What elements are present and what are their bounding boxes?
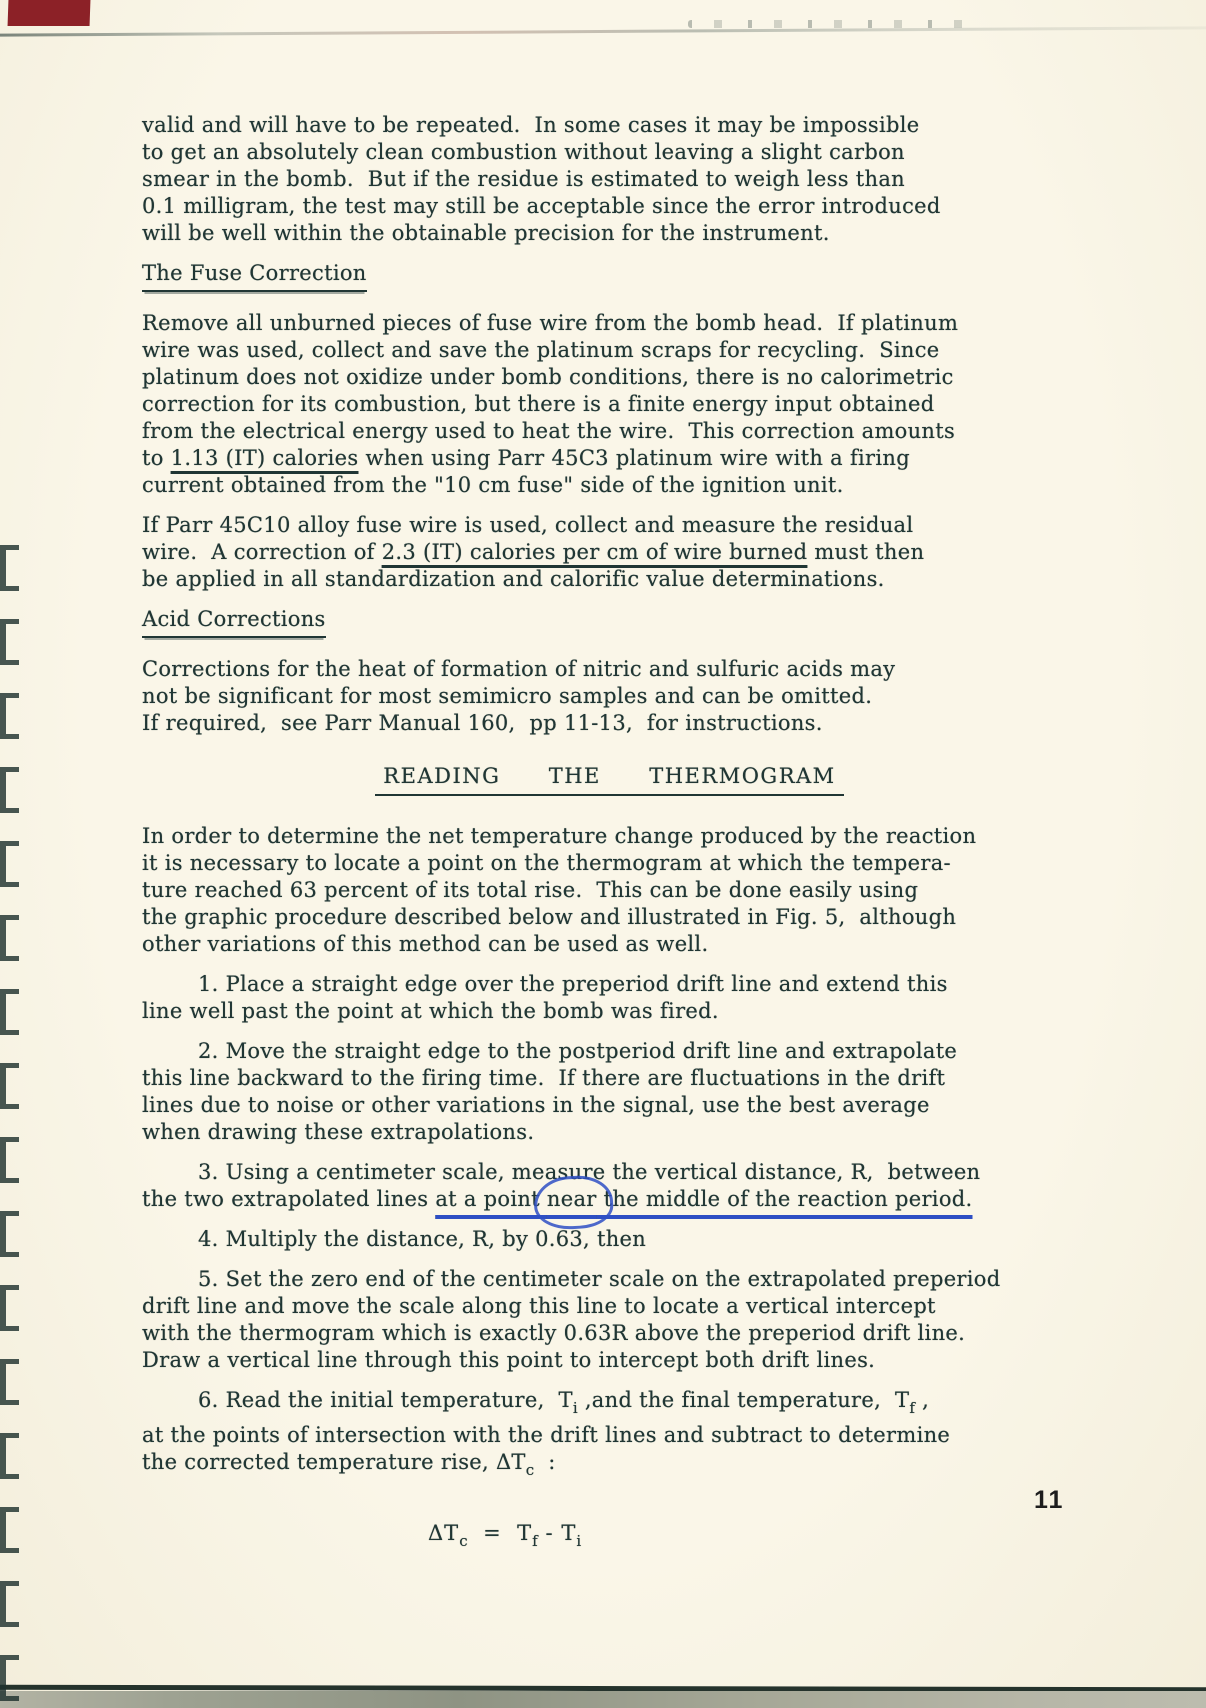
text-line	[142, 1065, 1077, 1092]
binding-mark	[0, 693, 21, 739]
step-2	[142, 1038, 1077, 1146]
circled-word-annotation: near	[546, 1187, 597, 1211]
text-segment: lines due to noise or other variations in the signal, use the best average	[142, 1093, 930, 1117]
text-segment: If Parr 45C10 alloy fuse wire is used, collect and measure the residual	[142, 513, 914, 537]
text-segment: If required, see Parr Manual 160, pp 11-13, for instructions.	[142, 711, 823, 735]
text-line	[142, 512, 1077, 539]
text-segment: other variations of this method can be used as well.	[142, 932, 709, 956]
text-line	[142, 310, 1077, 337]
text-line	[142, 1320, 1077, 1347]
text-segment: wire. A correction of	[142, 540, 382, 564]
text-line	[142, 850, 1077, 877]
text-segment: 4. Multiply the distance, R, by 0.63, then	[198, 1227, 647, 1251]
step-4	[142, 1226, 1077, 1253]
text-segment: it is necessary to locate a point on the thermogram at which the tempera-	[142, 851, 951, 875]
text-segment: line well past the point at which the bomb was fired.	[142, 999, 719, 1023]
para-platinum-fuse	[142, 310, 1077, 499]
text-line	[142, 1186, 1077, 1213]
text-segment: f	[909, 1399, 916, 1417]
text-line	[142, 1347, 1077, 1374]
text-segment: In order to determine the net temperature change produced by the reaction	[142, 824, 977, 848]
para-validity	[142, 112, 1077, 247]
binding-mark	[0, 1063, 21, 1109]
text-line	[142, 1449, 1077, 1484]
step-1	[142, 971, 1077, 1025]
text-segment: 5. Set the zero end of the centimeter scale on the extrapolated preperiod	[198, 1267, 1001, 1291]
text-segment: must then	[807, 540, 925, 564]
text-line	[142, 193, 1077, 220]
text-segment: will be well within the obtainable precision for the instrument.	[142, 221, 830, 245]
scan-smudge	[688, 20, 978, 28]
text-segment: 1. Place a straight edge over the preperiod drift line and extend this	[198, 972, 948, 996]
text-segment: ΔT	[428, 1521, 460, 1545]
text-line	[142, 763, 1077, 796]
binding-mark	[0, 1581, 21, 1627]
text-segment: smear in the bomb. But if the residue is estimated to weigh less than	[142, 167, 905, 191]
text-line	[142, 166, 1077, 193]
text-segment: to	[142, 446, 171, 470]
text-segment: - T	[537, 1521, 577, 1545]
text-segment: the corrected temperature rise, ΔT	[142, 1450, 526, 1474]
text-segment: i	[572, 1399, 578, 1417]
text-line	[142, 539, 1077, 566]
text-segment: this line backward to the firing time. If there are fluctuations in the drift	[142, 1066, 946, 1090]
binding-mark	[0, 767, 21, 813]
binding-mark	[0, 545, 21, 591]
text-line	[142, 823, 1077, 850]
para-thermogram-intro	[142, 823, 1077, 958]
heading-acid-corrections	[142, 606, 1077, 638]
text-segment: 6. Read the initial temperature, T	[198, 1388, 573, 1412]
blue-underlined-phrase: at a point	[435, 1187, 547, 1211]
binding-mark	[0, 989, 21, 1035]
formula-delta-t	[142, 1520, 1077, 1555]
text-column	[142, 112, 1077, 1568]
text-line	[142, 445, 1077, 472]
text-segment: ,	[915, 1388, 930, 1412]
text-line	[142, 1159, 1077, 1186]
text-line	[142, 1226, 1077, 1253]
text-segment: the graphic procedure described below and illustrated in Fig. 5, although	[142, 905, 957, 929]
binding-mark	[0, 1359, 21, 1405]
text-line	[142, 566, 1077, 593]
text-segment: wire was used, collect and save the platinum scraps for recycling. Since	[142, 338, 940, 362]
text-line	[142, 364, 1077, 391]
text-line	[142, 391, 1077, 418]
text-line	[142, 112, 1077, 139]
text-segment: ,and the final temperature, T	[577, 1388, 910, 1412]
text-segment: = T	[467, 1521, 533, 1545]
text-line	[142, 998, 1077, 1025]
binding-mark	[0, 841, 21, 887]
text-segment: c	[525, 1461, 535, 1479]
text-line	[142, 418, 1077, 445]
bottom-strip	[0, 1691, 1206, 1708]
text-segment: not be significant for most semimicro samples and can be omitted.	[142, 684, 873, 708]
text-line	[142, 1293, 1077, 1320]
text-segment: Acid Corrections	[142, 606, 326, 638]
text-segment: be applied in all standardization and calorific value determinations.	[142, 567, 885, 591]
binding-mark	[0, 915, 21, 961]
text-line	[142, 1387, 1077, 1422]
text-line	[142, 139, 1077, 166]
text-segment: 0.1 milligram, the test may still be acceptable since the error introduced	[142, 194, 941, 218]
text-segment: current obtained from the "10 cm fuse" side of the ignition unit.	[142, 473, 844, 497]
heading-fuse-correction	[142, 260, 1077, 292]
scan-artifact-red	[8, 0, 91, 26]
text-segment: The Fuse Correction	[142, 260, 367, 292]
text-segment: :	[534, 1450, 556, 1474]
step-3	[142, 1159, 1077, 1213]
blue-underlined-phrase: the middle of the reaction period.	[596, 1187, 973, 1211]
text-segment: with the thermogram which is exactly 0.63R above the preperiod drift line.	[142, 1321, 966, 1345]
binding-mark	[0, 619, 21, 665]
text-line	[142, 683, 1077, 710]
text-line	[142, 260, 1077, 292]
text-segment: 3. Using a centimeter scale, measure the vertical distance, R, between	[198, 1160, 981, 1184]
text-segment: ture reached 63 percent of its total rise. This can be done easily using	[142, 878, 919, 902]
text-segment: f	[532, 1532, 538, 1550]
text-segment: Draw a vertical line through this point to intercept both drift lines.	[142, 1348, 876, 1372]
binding-mark	[0, 1137, 21, 1183]
text-segment: Corrections for the heat of formation of nitric and sulfuric acids may	[142, 657, 896, 681]
step-5	[142, 1266, 1077, 1374]
text-line	[142, 1092, 1077, 1119]
text-segment: when drawing these extrapolations.	[142, 1120, 535, 1144]
text-segment: i	[576, 1532, 582, 1550]
text-line	[142, 1038, 1077, 1065]
text-line	[142, 337, 1077, 364]
underlined-phrase: 1.13 (IT) calories	[170, 446, 359, 470]
text-segment: drift line and move the scale along this line to locate a vertical intercept	[142, 1294, 936, 1318]
text-segment: the two extrapolated lines	[142, 1187, 436, 1211]
step-6	[142, 1387, 1077, 1484]
text-line	[142, 1266, 1077, 1293]
text-segment: Remove all unburned pieces of fuse wire from the bomb head. If platinum	[142, 311, 959, 335]
binding-mark	[0, 1655, 21, 1701]
text-segment: READING THE THERMOGRAM	[375, 763, 843, 796]
text-segment: platinum does not oxidize under bomb conditions, there is no calorimetric	[142, 365, 954, 389]
text-segment: at the points of intersection with the drift lines and subtract to determine	[142, 1423, 951, 1447]
scan-line-top	[0, 26, 1206, 36]
underlined-phrase: 2.3 (IT) calories per cm of wire burned	[381, 540, 808, 564]
text-line	[142, 472, 1077, 499]
binding-mark	[0, 1285, 21, 1331]
text-line	[142, 877, 1077, 904]
text-line	[142, 606, 1077, 638]
text-line	[142, 904, 1077, 931]
text-segment: when using Parr 45C3 platinum wire with a firing	[358, 446, 910, 470]
text-line	[142, 1119, 1077, 1146]
binding-mark	[0, 1433, 21, 1479]
text-line	[142, 971, 1077, 998]
text-line	[142, 1422, 1077, 1449]
text-line	[142, 931, 1077, 958]
para-alloy-fuse	[142, 512, 1077, 593]
text-segment: from the electrical energy used to heat the wire. This correction amounts	[142, 419, 956, 443]
text-line	[142, 656, 1077, 683]
binding-mark	[0, 1211, 21, 1257]
text-segment: c	[459, 1532, 468, 1550]
text-line	[142, 220, 1077, 247]
para-acid	[142, 656, 1077, 737]
text-segment: valid and will have to be repeated. In some cases it may be impossible	[142, 113, 920, 137]
page-number: 11	[1034, 1486, 1065, 1514]
text-segment: 2. Move the straight edge to the postperiod drift line and extrapolate	[198, 1039, 958, 1063]
text-line	[428, 1520, 1077, 1555]
text-line	[142, 710, 1077, 737]
heading-reading-thermogram	[142, 763, 1077, 796]
binding-mark	[0, 1507, 21, 1553]
text-segment: to get an absolutely clean combustion without leaving a slight carbon	[142, 140, 905, 164]
text-segment: correction for its combustion, but there is a finite energy input obtained	[142, 392, 935, 416]
